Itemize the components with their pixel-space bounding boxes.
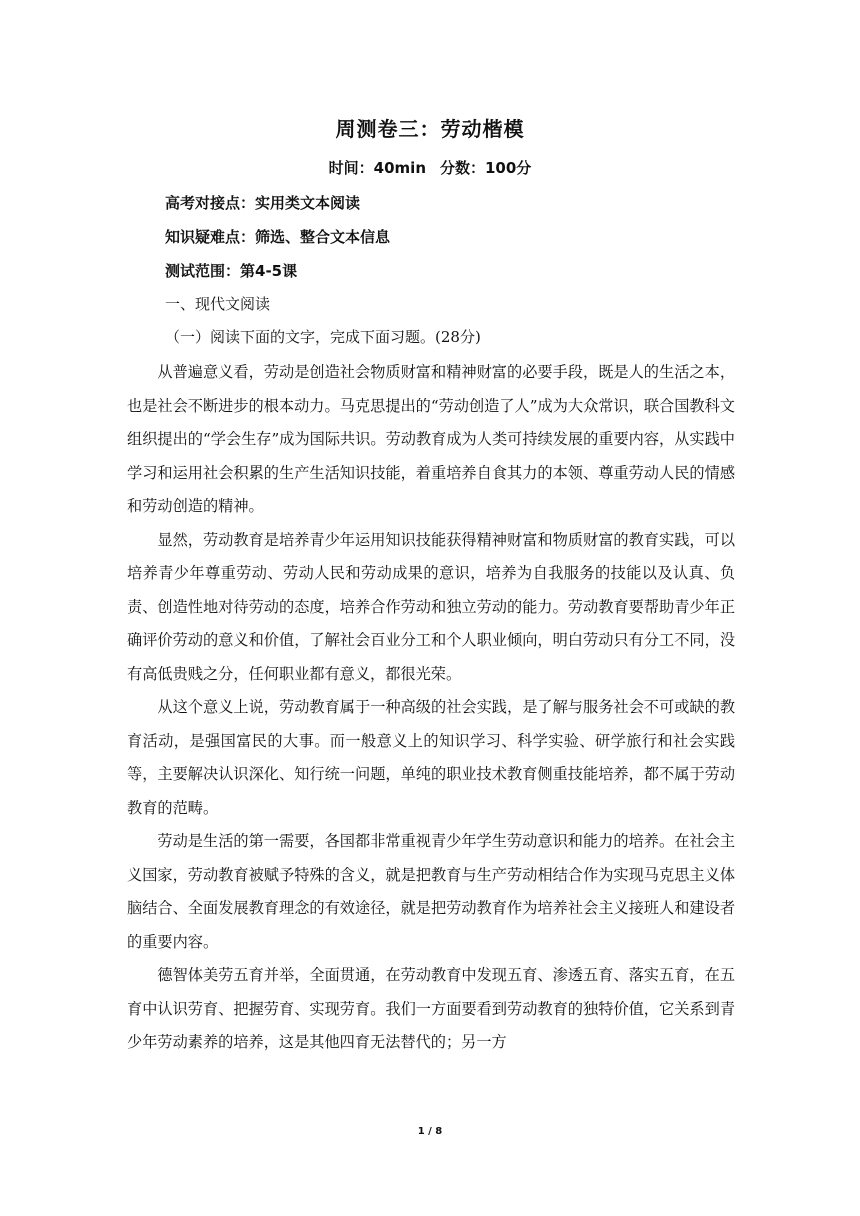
exam-meta: [0, 157, 860, 178]
paragraph: 从这个意义上说，劳动教育属于一种高级的社会实践，是了解与服务社会不可或缺的教育活动，是强国富民的大事。而一般意义上的知识学习、科学实验、研学旅行和社会实践等，主要解决认识深化、知行统一问题，单纯的职业技术教育侧重技能培养，都不属于劳动教育的范畴。: [127, 698, 735, 817]
paragraph: 德智体美劳五育并举，全面贯通，在劳动教育中发现五育、渗透五育、落实五育，在五育中认识劳育、把握劳育、实现劳育。我们一方面要看到劳动教育的独特价值，它关系到青少年劳动素养的培养，这是其他四育无法替代的；另一方: [127, 966, 735, 1051]
subsection-heading: （一）阅读下面的文字，完成下面习题。(28分): [165, 328, 481, 346]
difficulty-point: 知识疑难点：筛选、整合文本信息: [165, 228, 391, 246]
paragraph: 显然，劳动教育是培养青少年运用知识技能获得精神财富和物质财富的教育实践，可以培养青少年尊重劳动、劳动人民和劳动成果的意识，培养为自我服务的技能以及认真、负责、创造性地对待劳动的态度，培养合作劳动和独立劳动的能力。劳动教育要帮助青少年正确评价劳动的意义和价值，了解社会百业分工和个人职业倾向，明白劳动只有分工不同，没有高低贵贱之分，任何职业都有意义，都很光荣。: [127, 530, 735, 683]
paragraph: 从普遍意义看，劳动是创造社会物质财富和精神财富的必要手段，既是人的生活之本，也是社会不断进步的根本动力。马克思提出的“劳动创造了人”成为大众常识，联合国教科文组织提出的“学会生存”成为国际共识。劳动教育成为人类可持续发展的重要内容，从实践中学习和运用社会积累的生产生活知识技能，着重培养自食其力的本领、尊重劳动人民的情感和劳动创造的精神。: [127, 363, 735, 515]
score-label: 分数：100分: [440, 159, 532, 177]
article-body: [127, 356, 735, 1060]
exam-point: 高考对接点：实用类文本阅读: [165, 194, 361, 212]
time-label: 时间：40min: [328, 159, 426, 177]
paragraph: 劳动是生活的第一需要，各国都非常重视青少年学生劳动意识和能力的培养。在社会主义国家，劳动教育被赋予特殊的含义，就是把教育与生产劳动相结合作为实现马克思主义体脑结合、全面发展教育理念的有效途径，就是把劳动教育作为培养社会主义接班人和建设者的重要内容。: [127, 832, 735, 951]
test-scope: 测试范围：第4-5课: [165, 262, 298, 280]
page-number: 1 / 8: [417, 1126, 443, 1137]
section-heading: 一、现代文阅读: [165, 295, 271, 313]
document-title: 周测卷三：劳动楷模: [335, 117, 525, 141]
